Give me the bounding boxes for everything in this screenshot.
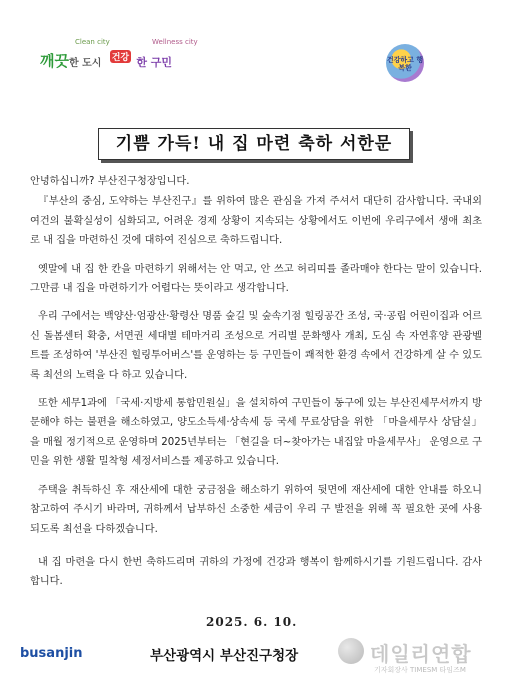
slogan-wellness-city: Wellness city (152, 38, 198, 46)
district-slogan (40, 38, 198, 71)
watermark-logo-icon (338, 638, 364, 664)
slogan-city: 한 도시 (68, 58, 102, 69)
letter-title: 기쁨 가득! 내 집 마련 축하 서한문 (115, 134, 393, 154)
letter-date: 2025. 6. 10. (206, 615, 298, 629)
news-watermark (330, 636, 508, 686)
watermark-text: 데일리연합 (370, 642, 472, 666)
title-box (98, 128, 410, 160)
paragraph-1: 『부산의 중심, 도약하는 부산진구』를 위하여 많은 관심을 가져 주셔서 대단히 감사합니다. 국내외 여건의 불확실성이 심화되고, 어려운 경제 상황이 지속되는 상황에서도 이번에 우리구에서 생애 최초로 내 집을 마련하신 것에 대하여 진심으로 축하드립니다. (30, 196, 482, 247)
letter-body (30, 172, 482, 592)
greeting: 안녕하십니까? 부산진구청장입니다. (30, 176, 190, 187)
paragraph-4: 또한 세무1과에 「국세·지방세 통합민원실」을 설치하여 구민들이 동구에 있는 부산진세무서까지 방문해야 하는 불편을 해소하였고, 양도소득세·상속세 등 국세 무료상담을 위한 「마을세무사 상담실」을 매월 정기적으로 운영하며 2025년부터는 「현길을 더~찾아가는 내집앞 마을세무사」 운영으로 구민을 위한 생활 밀착형 세정서비스를 제공하고 있습니다. (30, 398, 482, 468)
letter-footer (0, 640, 508, 687)
paragraph-2: 옛말에 내 집 한 칸을 마련하기 위해서는 안 먹고, 안 쓰고 허리띠를 졸라매야 한다는 말이 있습니다. 그만큼 내 집을 마련하기가 어렵다는 뜻이라고 생각합니다. (30, 263, 482, 295)
slogan-clean: 깨끗 (40, 52, 69, 70)
slogan-citizens: 한 구민 (136, 56, 173, 69)
paragraph-5: 주택을 취득하신 후 재산세에 대한 궁금점을 해소하기 위하여 뒷면에 재산세에 대한 안내를 하오니 참고하여 주시기 바라며, 귀하께서 납부하신 소중한 세금이 우리 구 발전을 위해 꼭 필요한 곳에 사용되도록 최선을 다하겠습니다. (30, 484, 482, 535)
letter-header (0, 0, 508, 110)
slogan-clean-city: Clean city (75, 38, 110, 46)
paragraph-6: 내 집 마련을 다시 한번 축하드리며 귀하의 가정에 건강과 행복이 함께하시기를 기원드립니다. 감사합니다. (30, 556, 482, 588)
mascot-logo-icon (386, 44, 424, 82)
watermark-subtext: 기자회장사 TIMESM 타임즈M (374, 666, 466, 674)
paragraph-3: 우리 구에서는 백양산·엄광산·황령산 명품 숲길 및 숲속기점 힐링공간 조성, 국·공립 어린이집과 어르신 돌봄센터 확충, 서면권 세대별 테마거리 조성으로 거리별 문화행사 개최, 도심 속 자연휴양 관광벨트를 조성하여 '부산진 힐링투어버스'를 운영하는 등 구민들이 쾌적한 환경 속에서 건강하게 살 수 있도록 최선의 노력을 다 하고 있습니다. (30, 311, 482, 381)
mascot-text: 건강하고 행복한 (386, 56, 424, 72)
slogan-badge: 건강 (110, 50, 131, 63)
busanjin-logo: busanjin (20, 646, 83, 661)
signature: 부산광역시 부산진구청장 (150, 648, 299, 664)
